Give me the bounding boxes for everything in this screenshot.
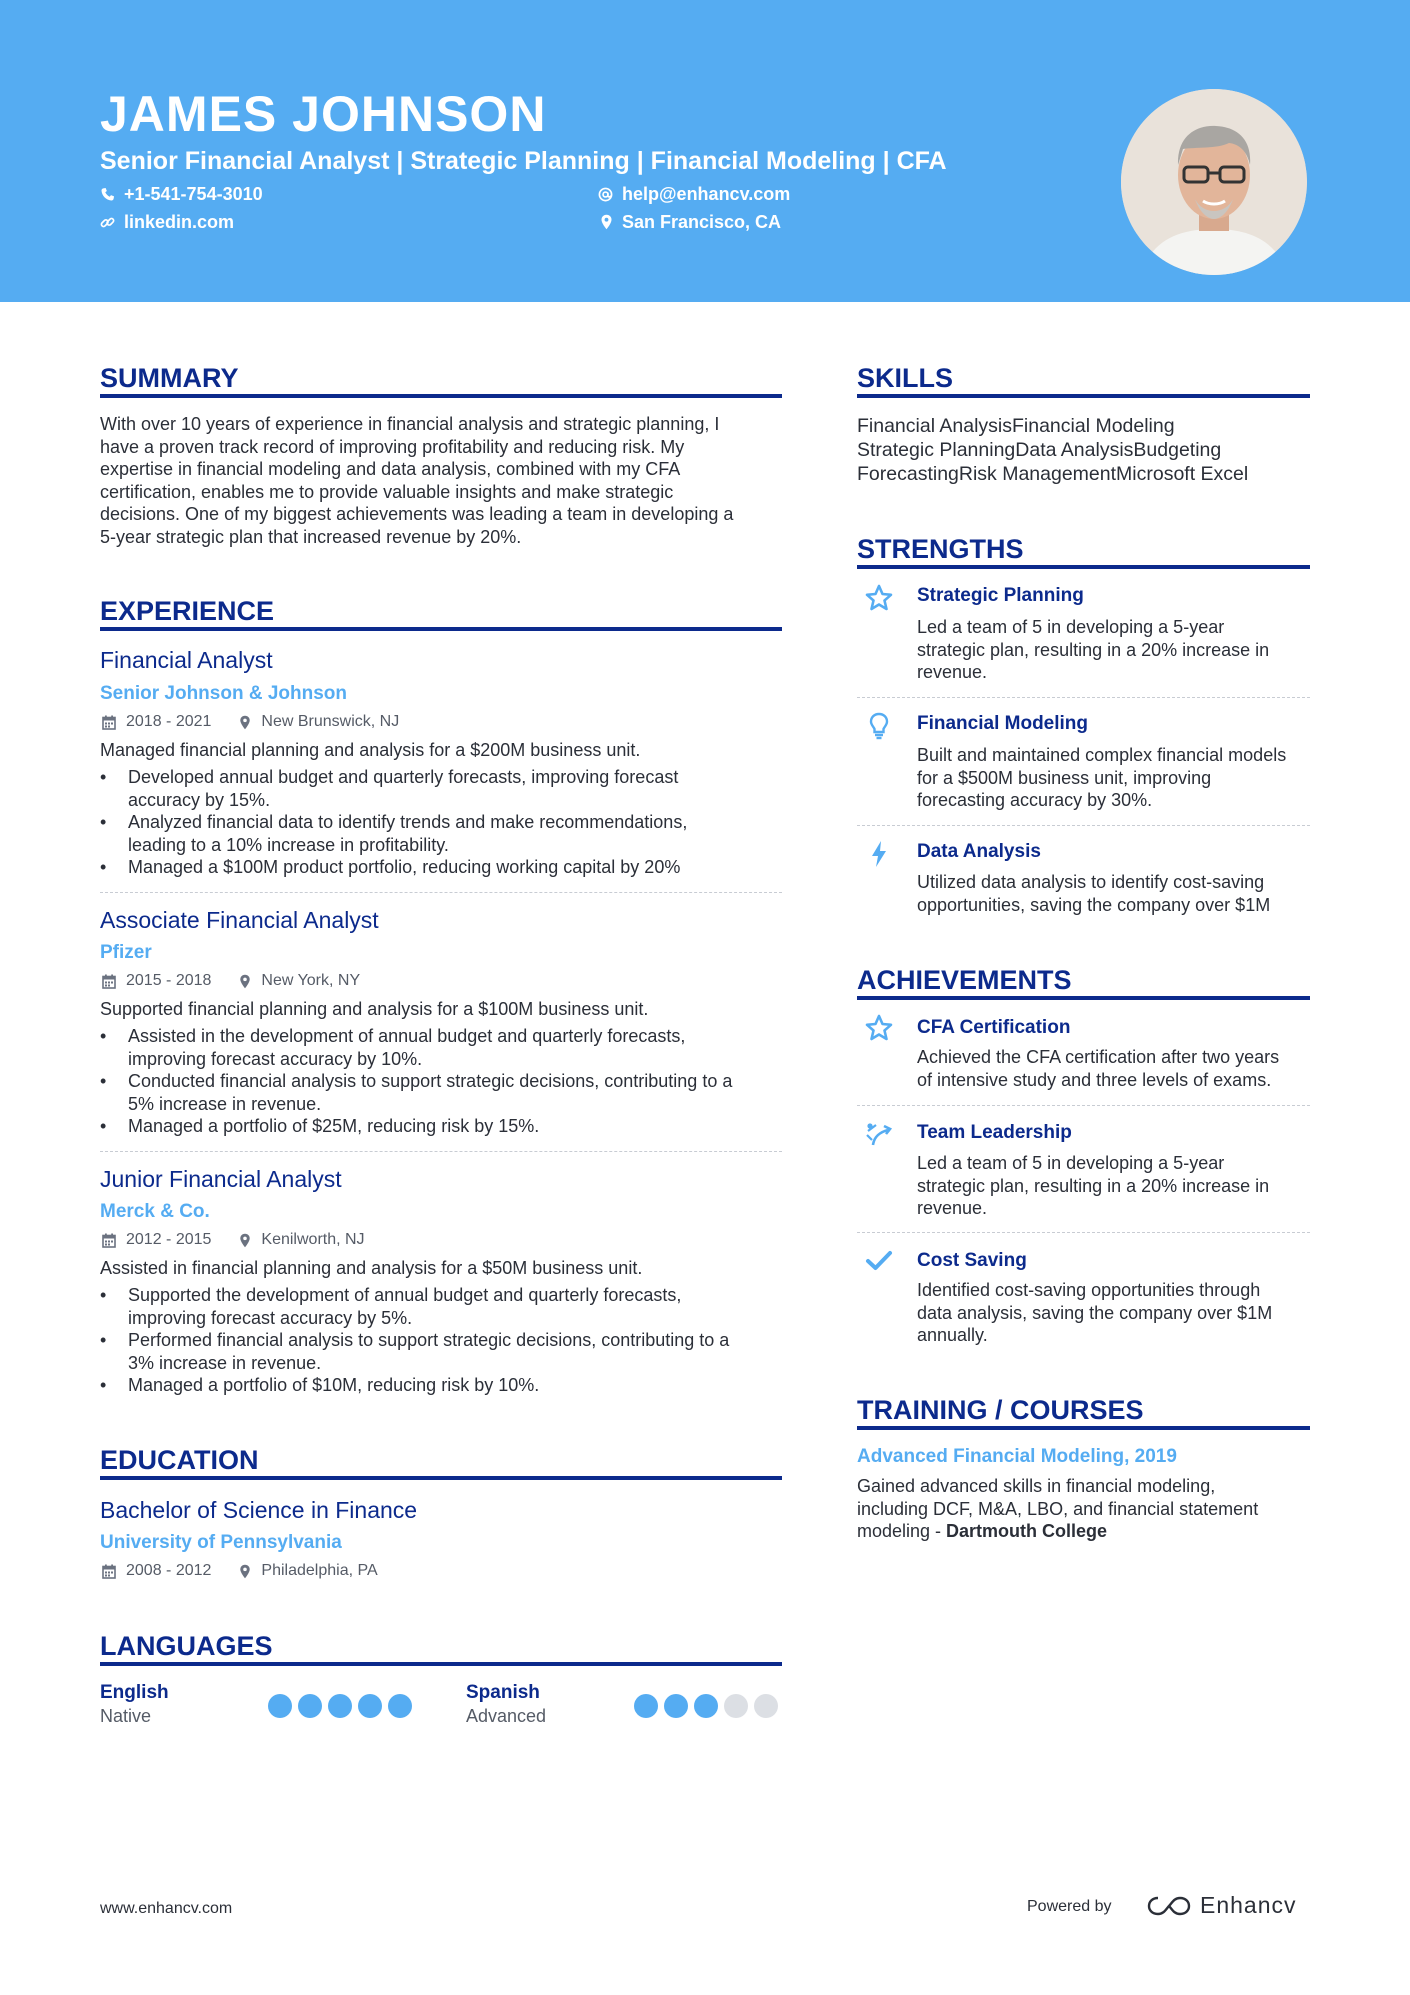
- lightning-icon: [864, 839, 894, 869]
- job-meta: [102, 712, 399, 732]
- job-company: Senior Johnson & Johnson: [100, 683, 348, 704]
- powered-by-label: Powered by: [1027, 1898, 1112, 1915]
- calendar-icon: [102, 1564, 116, 1579]
- job-description: Managed financial planning and analysis for a $200M business unit.: [100, 740, 641, 760]
- job-dates: 2015 - 2018: [126, 972, 212, 989]
- job-separator: [100, 892, 782, 893]
- strength-title: Data Analysis: [917, 841, 1041, 862]
- job-company: Pfizer: [100, 942, 152, 963]
- job-dates: 2018 - 2021: [126, 713, 212, 730]
- training-heading: TRAINING / COURSES: [857, 1395, 1144, 1425]
- skills-line: Financial AnalysisFinancial Modeling: [857, 415, 1175, 437]
- course-institution: Dartmouth College: [946, 1521, 1108, 1541]
- education-degree: Bachelor of Science in Finance: [100, 1497, 418, 1523]
- education-meta: [102, 1561, 378, 1581]
- phone-contact[interactable]: [100, 183, 263, 205]
- experience-divider: [100, 627, 782, 631]
- summary-line: With over 10 years of experience in financial analysis and strategic planning, I: [100, 414, 720, 434]
- rating-dot-filled: [388, 1694, 412, 1718]
- rating-dot-filled: [328, 1694, 352, 1718]
- enhancv-logo-icon: [1146, 1894, 1192, 1918]
- job-meta: [102, 971, 360, 991]
- languages-divider: [100, 1662, 782, 1666]
- bullet-item: • Assisted in the development of annual budget and quarterly forecasts, improving forecast accuracy by 10%.: [100, 1025, 800, 1070]
- job-dates: 2012 - 2015: [126, 1231, 212, 1248]
- course-title: Advanced Financial Modeling, 2019: [857, 1446, 1177, 1467]
- language-rating: [634, 1694, 784, 1718]
- experience-heading: EXPERIENCE: [100, 596, 275, 626]
- rating-dot-empty: [754, 1694, 778, 1718]
- bullet-item: • Analyzed financial data to identify trends and make recommendations, leading to a 10% increase in profitability.: [100, 811, 800, 856]
- linkedin-url: linkedin.com: [124, 212, 235, 232]
- location-pin-icon: [600, 214, 613, 230]
- job-role: Junior Financial Analyst: [100, 1166, 342, 1192]
- achievement-description: Identified cost-saving opportunities through data analysis, saving the company over $1M annually.: [917, 1280, 1273, 1345]
- job-location: New Brunswick, NJ: [261, 713, 400, 730]
- job-location: Kenilworth, NJ: [261, 1231, 365, 1248]
- language-name: English: [100, 1682, 169, 1703]
- language-level: Advanced: [466, 1706, 547, 1726]
- job-role: Financial Analyst: [100, 647, 273, 673]
- job-bullets: [100, 1284, 800, 1397]
- phone-icon: [100, 187, 115, 202]
- skills-heading: SKILLS: [857, 363, 954, 393]
- bullet-item: • Supported the development of annual budget and quarterly forecasts, improving forecast accuracy by 5%.: [100, 1284, 800, 1329]
- calendar-icon: [102, 1233, 116, 1248]
- bullet-item: • Performed financial analysis to support strategic decisions, contributing to a 3% increase in revenue.: [100, 1329, 800, 1374]
- rating-dot-filled: [358, 1694, 382, 1718]
- strength-description: Built and maintained complex financial models for a $500M business unit, improving forecasting accuracy by 30%.: [917, 745, 1287, 810]
- location-pin-icon: [239, 1564, 251, 1579]
- education-school: University of Pennsylvania: [100, 1532, 342, 1553]
- summary-line: decisions. One of my biggest achievements was leading a team in developing a: [100, 504, 734, 524]
- calendar-icon: [102, 974, 116, 989]
- bullet-item: • Managed a portfolio of $10M, reducing risk by 10%.: [100, 1374, 800, 1397]
- achievement-description: Led a team of 5 in developing a 5-year strategic plan, resulting in a 20% increase in revenue.: [917, 1153, 1270, 1218]
- language-name: Spanish: [466, 1682, 540, 1703]
- education-divider: [100, 1476, 782, 1480]
- location-text: San Francisco, CA: [622, 212, 782, 232]
- email-address: help@enhancv.com: [622, 184, 791, 204]
- summary-line: certification, enables me to provide valuable insights and make strategic: [100, 481, 674, 502]
- education-dates: 2008 - 2012: [126, 1562, 212, 1579]
- achievements-heading: ACHIEVEMENTS: [857, 965, 1072, 995]
- checkmark-icon: [864, 1246, 894, 1276]
- job-role: Associate Financial Analyst: [100, 907, 379, 933]
- achievement-title: CFA Certification: [917, 1017, 1071, 1038]
- job-bullets: [100, 1025, 800, 1138]
- education-location: Philadelphia, PA: [261, 1562, 378, 1579]
- header-banner: [0, 0, 1410, 302]
- summary-text: [100, 413, 790, 548]
- link-icon: [100, 215, 115, 230]
- summary-line: expertise in financial modeling and data analysis, combined with my CFA: [100, 459, 681, 479]
- lightbulb-icon: [864, 711, 894, 741]
- achievements-divider: [857, 996, 1310, 1000]
- strengths-divider: [857, 565, 1310, 569]
- location-pin-icon: [239, 974, 251, 989]
- brand-logo[interactable]: [1146, 1892, 1297, 1919]
- languages-heading: LANGUAGES: [100, 1631, 273, 1661]
- location-pin-icon: [239, 1233, 251, 1248]
- course-description: Gained advanced skills in financial modeling, including DCF, M&A, LBO, and financial statement modeling - Dartmouth College: [857, 1476, 1259, 1541]
- job-location: New York, NY: [261, 972, 361, 989]
- achievement-description: Achieved the CFA certification after two years of intensive study and three levels of exams.: [917, 1047, 1280, 1090]
- job-bullets: [100, 766, 800, 879]
- star-icon: [864, 583, 894, 613]
- strength-title: Strategic Planning: [917, 585, 1084, 606]
- strength-separator: [857, 825, 1310, 826]
- at-sign-icon: [598, 187, 613, 202]
- bullet-item: • Managed a portfolio of $25M, reducing risk by 15%.: [100, 1115, 800, 1138]
- skills-line: Strategic PlanningData AnalysisBudgeting: [857, 439, 1222, 461]
- profile-photo: [1121, 89, 1307, 275]
- rating-dot-filled: [634, 1694, 658, 1718]
- calendar-icon: [102, 715, 116, 730]
- candidate-tagline: Senior Financial Analyst | Strategic Planning | Financial Modeling | CFA: [100, 147, 947, 175]
- bullet-item: • Conducted financial analysis to support strategic decisions, contributing to a 5% increase in revenue.: [100, 1070, 800, 1115]
- location-pin-icon: [239, 715, 251, 730]
- rating-dot-filled: [298, 1694, 322, 1718]
- strengths-heading: STRENGTHS: [857, 534, 1024, 564]
- bullet-item: • Managed a $100M product portfolio, reducing working capital by 20%: [100, 856, 800, 879]
- linkedin-contact[interactable]: [100, 211, 234, 233]
- job-description: Supported financial planning and analysis for a $100M business unit.: [100, 999, 649, 1019]
- rating-dot-empty: [724, 1694, 748, 1718]
- strength-description: Led a team of 5 in developing a 5-year strategic plan, resulting in a 20% increase in revenue.: [917, 617, 1270, 682]
- email-contact[interactable]: [598, 183, 790, 205]
- achievement-separator: [857, 1105, 1310, 1106]
- job-company: Merck & Co.: [100, 1201, 210, 1222]
- summary-line: have a proven track record of improving profitability and reducing risk. My: [100, 436, 685, 457]
- rating-dot-filled: [694, 1694, 718, 1718]
- strength-title: Financial Modeling: [917, 713, 1089, 734]
- candidate-name: JAMES JOHNSON: [100, 86, 547, 142]
- achievement-separator: [857, 1232, 1310, 1233]
- rating-dot-filled: [268, 1694, 292, 1718]
- skills-line: ForecastingRisk ManagementMicrosoft Excel: [857, 463, 1249, 485]
- language-rating: [268, 1694, 418, 1718]
- brand-name: Enhancv: [1200, 1892, 1297, 1918]
- achievement-title: Cost Saving: [917, 1250, 1027, 1271]
- language-level: Native: [100, 1706, 152, 1726]
- training-divider: [857, 1426, 1310, 1430]
- bullet-item: • Developed annual budget and quarterly forecasts, improving forecast accuracy by 15%.: [100, 766, 800, 811]
- skills-divider: [857, 394, 1310, 398]
- star-icon: [864, 1013, 894, 1043]
- location-contact: [600, 211, 781, 233]
- strength-separator: [857, 697, 1310, 698]
- skills-list: [857, 414, 1248, 486]
- rating-dot-filled: [664, 1694, 688, 1718]
- summary-heading: SUMMARY: [100, 363, 239, 393]
- job-description: Assisted in financial planning and analysis for a $50M business unit.: [100, 1258, 643, 1278]
- job-separator: [100, 1151, 782, 1152]
- job-meta: [102, 1230, 365, 1250]
- achievement-title: Team Leadership: [917, 1122, 1072, 1143]
- strength-description: Utilized data analysis to identify cost-saving opportunities, saving the company over $1M: [917, 872, 1271, 915]
- footer-website[interactable]: www.enhancv.com: [100, 1900, 233, 1917]
- phone-number: +1-541-754-3010: [124, 184, 263, 204]
- leadership-icon: [864, 1119, 894, 1149]
- summary-divider: [100, 394, 782, 398]
- summary-line: 5-year strategic plan that increased revenue by 20%.: [100, 526, 522, 547]
- education-heading: EDUCATION: [100, 1445, 259, 1475]
